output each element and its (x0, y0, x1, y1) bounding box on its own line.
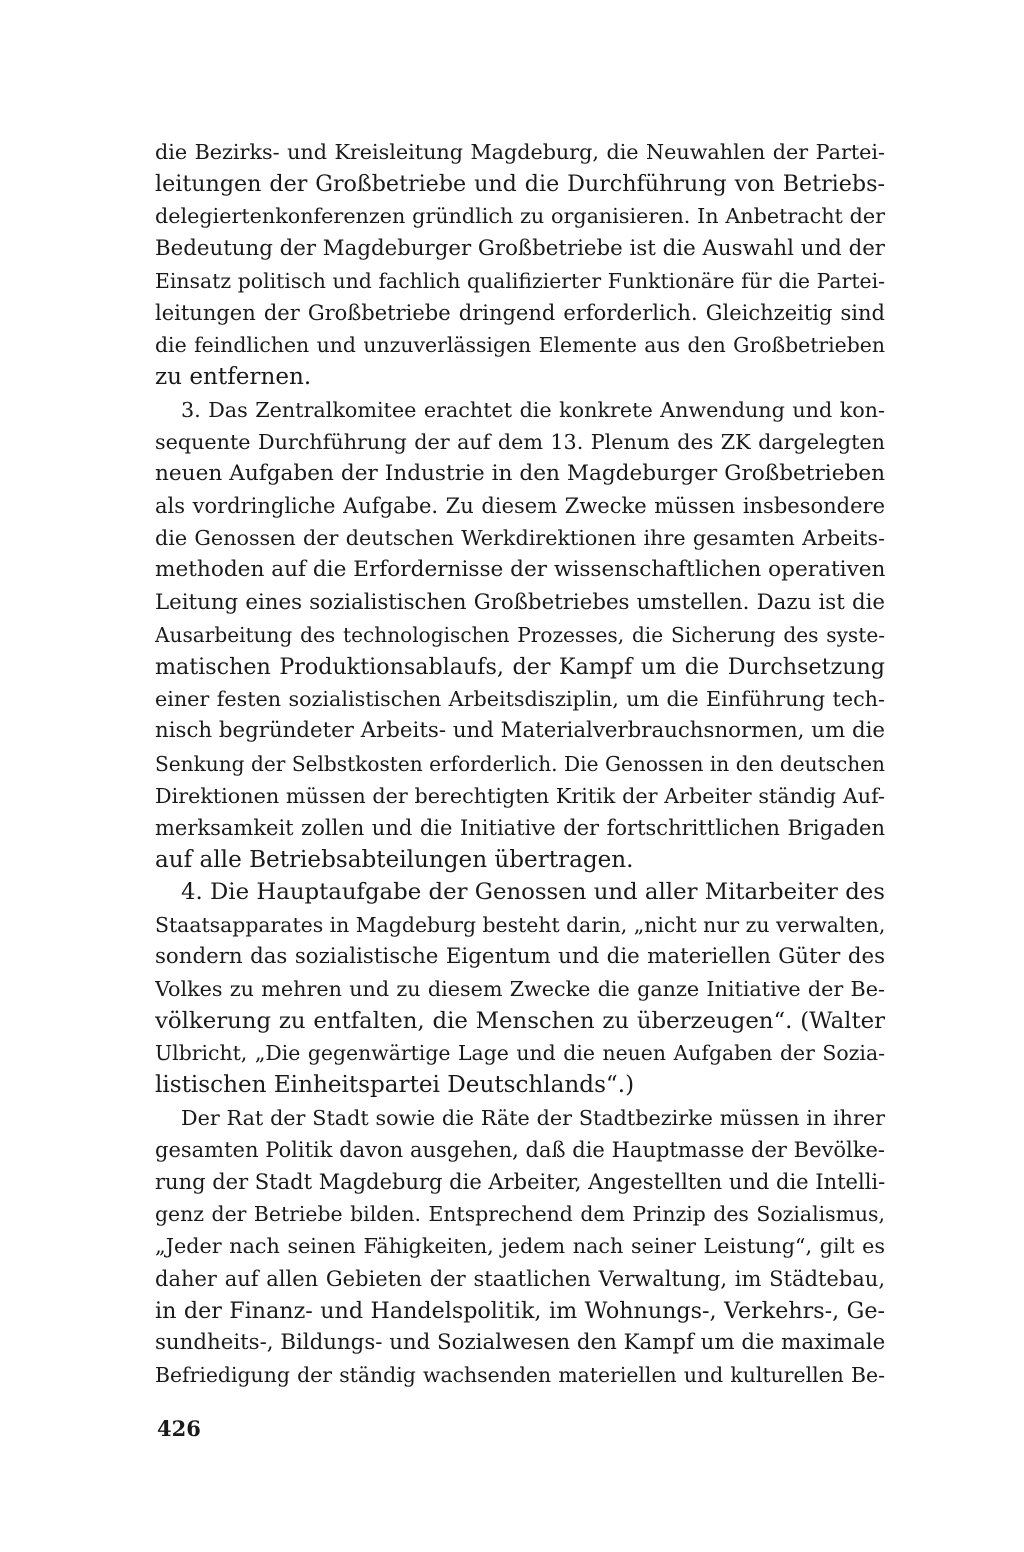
text-line: sundheits-, Bildungs- und Sozialwesen den Kampf um die maximale (155, 1329, 885, 1355)
text-line: rung der Stadt Magdeburg die Arbeiter, Angestellten und die Intelli- (155, 1170, 885, 1194)
text-line: genz der Betriebe bilden. Entsprechend dem Prinzip des Sozialismus, (155, 1202, 885, 1227)
text-line: methoden auf die Erfordernisse der wissenschaftlichen operativen (155, 557, 885, 583)
text-line: merksamkeit zollen und die Initiative der fortschrittlichen Brigaden (155, 815, 885, 840)
text-line: 3. Das Zentralkomitee erachtet die konkrete Anwendung und kon- (181, 397, 885, 422)
text-line: als vordringliche Aufgabe. Zu diesem Zwecke müssen insbesondere (155, 494, 885, 519)
text-line: Leitung eines sozialistischen Großbetriebes umstellen. Dazu ist die (155, 589, 885, 615)
text-line: Einsatz politisch und fachlich qualifizierter Funktionäre für die Partei- (155, 268, 885, 293)
text-line: Staatsapparates in Magdeburg besteht darin, „nicht nur zu verwalten, (155, 912, 885, 937)
text-line: Volkes zu mehren und zu diesem Zwecke die ganze Initiative der Be- (155, 976, 885, 1001)
text-line: neuen Aufgaben der Industrie in den Magdeburger Großbetrieben (155, 460, 885, 486)
text-line: sequente Durchführung der auf dem 13. Plenum des ZK dargelegten (155, 429, 885, 454)
text-line: in der Finanz- und Handelspolitik, im Wohnungs-, Verkehrs-, Ge- (155, 1297, 885, 1324)
text-line: Bedeutung der Magdeburger Großbetriebe ist die Auswahl und der (155, 235, 885, 261)
text-line: 4. Die Hauptaufgabe der Genossen und aller Mitarbeiter des (181, 879, 885, 906)
body-text (155, 136, 885, 1391)
text-line: auf alle Betriebsabteilungen übertragen. (155, 847, 634, 874)
text-line: Der Rat der Stadt sowie die Räte der Stadtbezirke müssen in ihrer (181, 1105, 885, 1130)
text-line: die Bezirks- und Kreisleitung Magdeburg, die Neuwahlen der Partei- (155, 140, 885, 164)
text-line: völkerung zu entfalten, die Menschen zu überzeugen“. (Walter (155, 1008, 885, 1035)
text-line: delegiertenkonferenzen gründlich zu organisieren. In Anbetracht der (155, 204, 885, 229)
text-line: nisch begründeter Arbeits- und Materialverbrauchsnormen, um die (155, 718, 885, 744)
text-line: Ulbricht, „Die gegenwärtige Lage und die neuen Aufgaben der Sozia- (155, 1041, 885, 1066)
text-line: zu entfernen. (155, 364, 312, 391)
text-line: Direktionen müssen der berechtigten Kritik der Arbeiter ständig Auf- (155, 783, 885, 808)
text-line: Befriedigung der ständig wachsenden materiellen und kulturellen Be- (155, 1363, 885, 1388)
page-number: 426 (157, 1416, 201, 1441)
text-line: listischen Einheitspartei Deutschlands“.) (155, 1072, 635, 1099)
text-line: die Genossen der deutschen Werkdirektionen ihre gesamten Arbeits- (155, 526, 885, 551)
text-line: Senkung der Selbstkosten erforderlich. Die Genossen in den deutschen (155, 751, 885, 776)
text-line: leitungen der Großbetriebe dringend erforderlich. Gleichzeitig sind (155, 300, 885, 325)
text-line: daher auf allen Gebieten der staatlichen Verwaltung, im Städtebau, (155, 1266, 885, 1291)
text-line: leitungen der Großbetriebe und die Durchführung von Betriebs- (155, 171, 885, 198)
text-line: Ausarbeitung des technologischen Prozesses, die Sicherung des syste- (155, 622, 885, 647)
text-line: „Jeder nach seinen Fähigkeiten, jedem nach seiner Leistung“, gilt es (155, 1234, 885, 1259)
text-line: sondern das sozialistische Eigentum und die materiellen Güter des (155, 943, 885, 969)
text-line: gesamten Politik davon ausgehen, daß die Hauptmasse der Bevölke- (155, 1137, 885, 1162)
text-line: die feindlichen und unzuverlässigen Elemente aus den Großbetrieben (155, 333, 885, 358)
text-line: matischen Produktionsablaufs, der Kampf um die Durchsetzung (155, 654, 885, 680)
text-line: einer festen sozialistischen Arbeitsdisziplin, um die Einführung tech- (155, 687, 885, 712)
